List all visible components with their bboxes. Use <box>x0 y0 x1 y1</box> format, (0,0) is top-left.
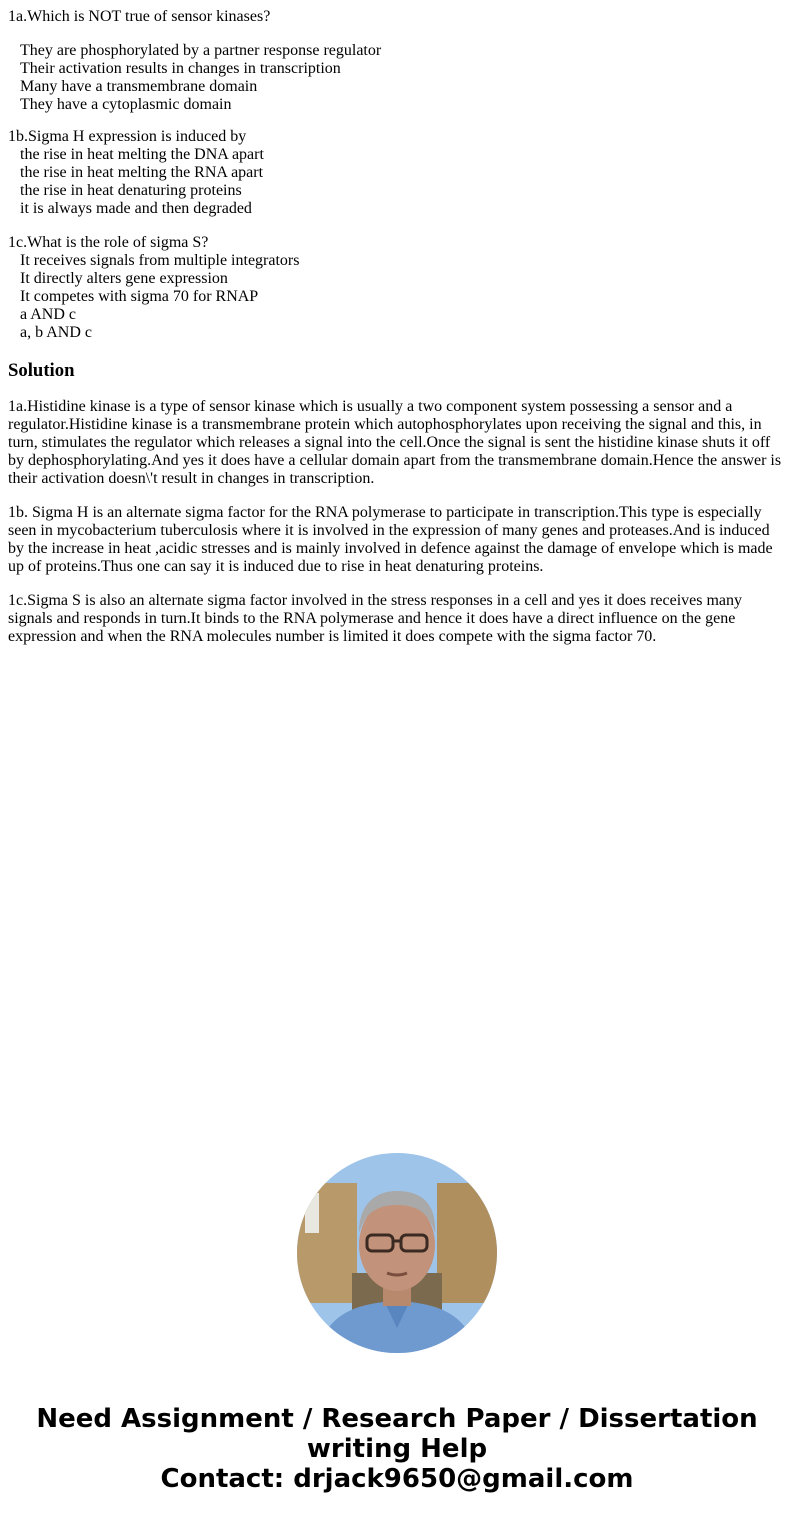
solution-paragraph-1c: 1c.Sigma S is also an alternate sigma factor involved in the stress responses in a cell and yes it does receives many signals and responds in turn.It binds to the RNA polymerase and hence it does have a direct influence on the gene expression and when the RNA molecules number is limited it does compete with the sigma factor 70. <box>8 592 743 645</box>
question-1b <box>8 128 786 234</box>
solution-paragraph-1a: 1a.Histidine kinase is a type of sensor kinase which is usually a two component system possessing a sensor and a regulator.Histidine kinase is a transmembrane protein which autophosphorylates upon receiving the signal and this, in turn, stimulates the regulator which releases a signal into the cell.Once the signal is sent the histidine kinase shuts it off by dephosphorylating.And yes it does have a cellular domain apart from the transmembrane domain.Hence the answer is their activation doesn\'t result in changes in transcription. <box>8 398 782 487</box>
option: It directly alters gene expression <box>20 270 228 287</box>
question-1b-options <box>8 146 786 218</box>
question-1a-options <box>8 42 786 128</box>
question-prompt: 1b.Sigma H expression is induced by <box>8 128 247 145</box>
question-1a <box>8 8 786 42</box>
option: the rise in heat melting the RNA apart <box>20 164 264 181</box>
page-content <box>8 8 786 646</box>
footer-contact <box>0 1404 794 1494</box>
option: Their activation results in changes in transcription <box>20 60 341 77</box>
question-1c-options <box>8 252 786 342</box>
footer-contact-email[interactable]: Contact: drjack9650@gmail.com <box>160 1464 634 1494</box>
author-avatar <box>297 1153 497 1353</box>
option: Many have a transmembrane domain <box>20 78 258 95</box>
option: the rise in heat denaturing proteins <box>20 182 242 199</box>
footer-line-2: writing Help <box>306 1434 488 1464</box>
question-prompt: 1a.Which is NOT true of sensor kinases? <box>8 8 271 25</box>
option: it is always made and then degraded <box>20 200 252 217</box>
option: a AND c <box>20 306 76 323</box>
option: They have a cytoplasmic domain <box>20 96 232 113</box>
question-1c <box>8 234 786 360</box>
question-prompt: 1c.What is the role of sigma S? <box>8 234 209 251</box>
option: a, b AND c <box>20 324 92 341</box>
option: They are phosphorylated by a partner response regulator <box>20 42 382 59</box>
person-photo-icon <box>297 1153 497 1353</box>
solution-paragraph-1b: 1b. Sigma H is an alternate sigma factor for the RNA polymerase to participate in transcription.This type is especially seen in mycobacterium tuberculosis where it is involved in the expression of many genes and proteases.And is induced by the increase in heat ,acidic stresses and is mainly involved in defence against the damage of envelope which is made up of proteins.Thus one can say it is induced due to rise in heat denaturing proteins. <box>8 504 773 575</box>
footer-line-1: Need Assignment / Research Paper / Dissertation <box>36 1404 758 1434</box>
option: the rise in heat melting the DNA apart <box>20 146 264 163</box>
option: It receives signals from multiple integrators <box>20 252 300 269</box>
option: It competes with sigma 70 for RNAP <box>20 288 259 305</box>
solution-heading: Solution <box>8 360 75 381</box>
